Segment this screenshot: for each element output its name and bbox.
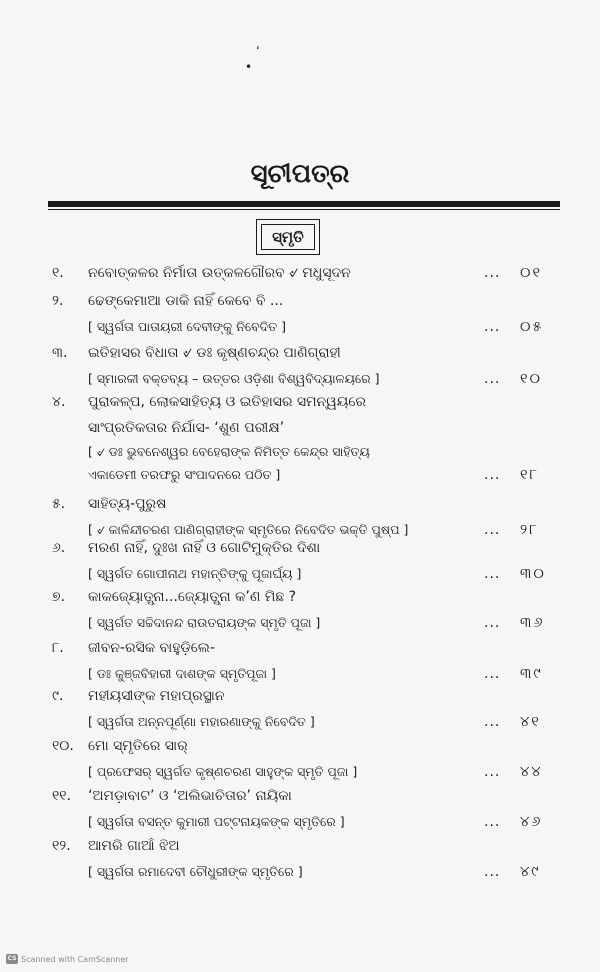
leader-dots: ... [484,467,501,483]
leader-dots: ... [484,371,501,387]
page-number: ୧୦ [520,371,543,387]
page-number: ୦୫ [520,319,544,335]
entry-number: ୨. [52,293,64,309]
entry-title: ମରଣ ନାହିଁ, ଦୁଃଖ ନାହିଁ ଓ ଗୋଟିମୁକ୍ତିର ଦିଶା [88,540,321,556]
page-number: ୪୯ [520,864,541,880]
leader-dots: ... [484,714,501,730]
entry-title: ଢେଙ୍କେମାଆ ଡାକି ନାହିଁ କେବେ ବି ... [88,293,284,309]
leader-dots: ... [484,522,501,538]
entry-title: ପୁରାକଳ୍ପ, ଲୋକସାହିତ୍ୟ ଓ ଇତିହାସର ସମନ୍ୱୟରେ [88,394,366,410]
entry-title: ମହୀୟସୀଙ୍କ ମହାପ୍ରସ୍ଥାନ [88,688,225,704]
entry-dedication: [ ସ୍ୱର୍ଗତ ଗୋପୀନାଥ ମହାନ୍ତିଙ୍କୁ ପୂଜାର୍ଘ୍ୟ ] [88,566,302,581]
page-number: ୧୮ [520,467,540,483]
entry-number: ୭. [52,589,66,605]
leader-dots: ... [484,666,501,682]
entry-dedication: [ ସ୍ୱର୍ଗତ ସଚ୍ଚିଦାନନ୍ଦ ରାଉତରାୟଙ୍କ ସ୍ମୃତି ପୂଜା ] [88,615,321,630]
entry-dedication: [ ପ୍ରଫେସର୍ ସ୍ୱର୍ଗତ କୃଷ୍ଣଚରଣ ସାହୁଙ୍କ ସ୍ମୃତି ପୂଜା ] [88,764,358,779]
leader-dots: ... [484,566,501,582]
scanner-watermark [6,954,129,964]
page-number: ୨୮ [520,522,539,538]
page-number: ୪୬ [520,814,543,830]
entry-dedication: [ ସ୍ୱର୍ଗତା ପାତାୟରୀ ଦେବୀଙ୍କୁ ନିବେଦିତ ] [88,319,287,334]
entry-dedication: [ ସ୍ମାରକୀ ବକ୍ତବ୍ୟ – ଉତ୍ତର ଓଡ଼ିଶା ବିଶ୍ୱବିଦ୍ୟାଳୟରେ ] [88,371,380,386]
page-number: ୩୦ [520,566,546,582]
leader-dots: ... [484,615,501,631]
entry-number: ୧. [52,265,64,281]
scan-speck: • [245,60,253,74]
leader-dots: ... [484,319,501,335]
leader-dots: ... [484,814,501,830]
leader-dots: ... [484,764,501,780]
entry-title: ସାଂପ୍ରତିକତାର ନିର୍ଯାସ- ‘ଶୁଣ ପରୀକ୍ଷ’ [88,420,285,436]
entry-title: କାକଜ୍ୟୋତ୍ସ୍ନା...ଜ୍ୟୋତ୍ସ୍ନା କ’ଣ ମିଛ ? [88,589,297,605]
entry-title: ଜୀବନ-ରସିକ ବାହୁଡ଼ିଲେ- [88,640,216,656]
leader-dots: ... [484,265,501,281]
page-number: ୪୪ [520,764,543,780]
entry-title: ‘ଅମଡ଼ାବାଟ’ ଓ ‘ଅଲିଭାଚିତାର’ ନାୟିକା [88,788,292,804]
page-title: ସୂଚୀପତ୍ର [250,159,350,189]
section-heading: ସ୍ମୃତି [261,224,315,250]
entry-number: ୮. [52,640,64,656]
entry-number: ୫. [52,496,66,512]
entry-dedication: [ ସ୍ୱର୍ଗତା ରମାଦେବୀ ଚୌଧୁରୀଙ୍କ ସ୍ମୃତିରେ ] [88,864,303,879]
entry-title: ନବୋତ୍କଳର ନିର୍ମାତା ଉତ୍କଳଗୌରବ ୰ ମଧୁସୂଦନ [88,265,351,281]
entry-title: ଆମରି ଗାଆଁ ଝିଅ [88,838,180,854]
entry-title: ସାହିତ୍ୟ-ପୁରୁଷ [88,496,167,512]
entry-title: ମୋ ସ୍ମୃତିରେ ସାର୍ [88,738,188,754]
page-number: ୩୬ [520,615,545,631]
entry-number: ୧୨. [52,838,71,854]
page-number: ୦୧ [520,265,543,281]
scan-speck: ‘ [256,44,260,58]
camscanner-logo-icon: CS [7,955,17,962]
entry-title: ଇତିହାସର ବିଧାତା ୰ ଡଃ କୃଷ୍ଣଚନ୍ଦ୍ର ପାଣିଗ୍ରାହୀ [88,345,341,361]
scanner-watermark-text: Scanned with CamScanner [21,954,129,964]
entry-dedication: ଏକାଡେମୀ ତରଫରୁ ସଂପାଦନରେ ପଠିତ ] [88,467,281,482]
entry-number: ୪. [52,394,66,410]
entry-number: ୩. [52,345,68,361]
entry-dedication: [ ସ୍ୱର୍ଗତା ଅନ୍ନପୂର୍ଣ୍ଣା ମହାରଣାଙ୍କୁ ନିବେଦିତ ] [88,714,315,729]
page-number: ୩୯ [520,666,543,682]
entry-dedication: [ ଡଃ କୁଞ୍ଜବିହାରୀ ଦାଶଙ୍କ ସ୍ମୃତିପୂଜା ] [88,666,276,681]
leader-dots: ... [484,864,501,880]
entry-dedication: [ ୰ ଡଃ ଭୁବନେଶ୍ୱର ବେହେରାଙ୍କ ନିମିତ୍ତ କେନ୍ଦ୍ର ସାହିତ୍ୟ [88,444,370,459]
entry-number: ୯. [52,688,64,704]
entry-number: ୬. [52,540,66,556]
entry-number: ୧୧. [52,788,72,804]
entry-dedication: [ ସ୍ୱର୍ଗତା ବସନ୍ତ କୁମାରୀ ପଟ୍ଟନାୟକଙ୍କ ସ୍ମୃତିରେ ] [88,814,345,829]
entry-number: ୧୦. [52,738,74,754]
page-number: ୪୧ [520,714,541,730]
entry-dedication: [ ୰ କାଳିନ୍ଦୀଚରଣ ପାଣିଗ୍ରାହୀଙ୍କ ସ୍ମୃତିରେ ନିବେଦିତ ଭକ୍ତି ପୁଷ୍ପ ] [88,522,409,537]
